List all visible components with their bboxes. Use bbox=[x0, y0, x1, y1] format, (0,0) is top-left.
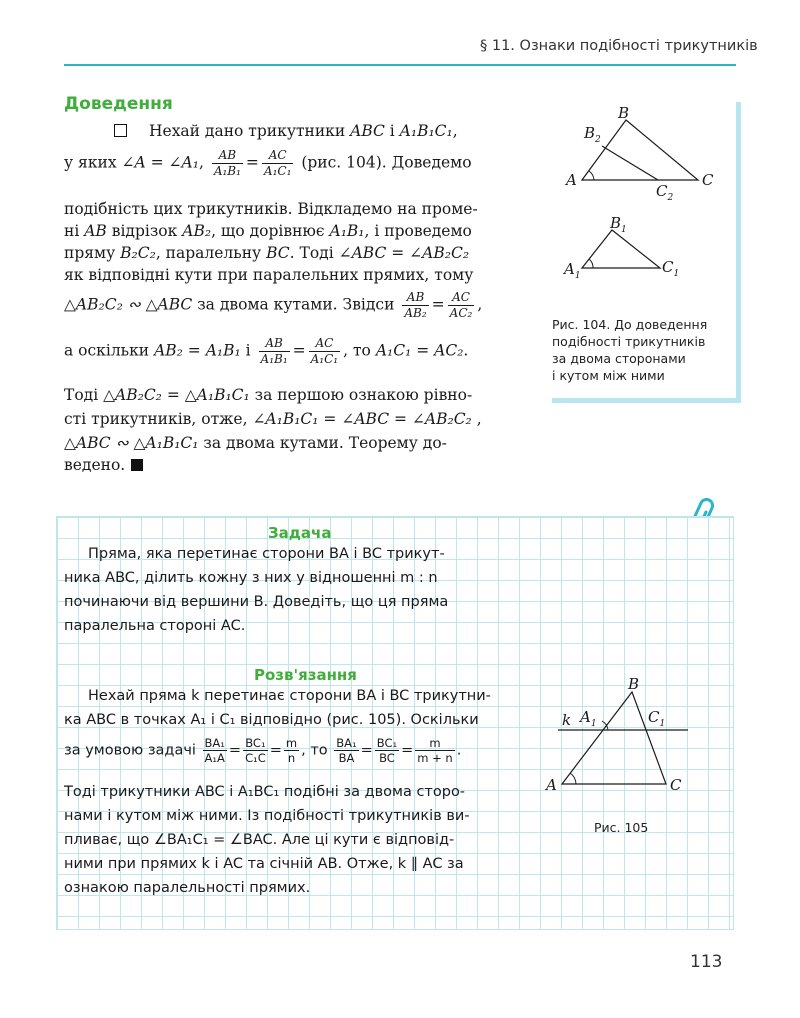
solution-line-7: ними при прямих k і AC та січній AB. Отже, k ∥ AC за bbox=[64, 856, 464, 872]
label-c1-105: $C_1$ bbox=[648, 708, 666, 729]
solution-line-5: нами і кутом між ними. Із подібності трикутників ви- bbox=[64, 808, 470, 824]
proof-line-5: пряму B₂C₂, паралельну BC. Тоді ∠ABC = ∠AB₂C₂ bbox=[64, 244, 470, 262]
task-heading: Задача bbox=[268, 524, 332, 542]
proof-line-1: Нехай дано трикутники ABC і A₁B₁C₁, bbox=[64, 122, 524, 140]
figure-105 bbox=[544, 672, 724, 802]
fraction: $\frac{\text{BA₁}}{\text{A₁A}}$ bbox=[204, 736, 225, 765]
fraction: $\frac{\text{BA₁}}{BA}$ bbox=[336, 736, 357, 765]
label-b-105: B bbox=[628, 675, 640, 693]
label-a1: $A_1$ bbox=[564, 260, 581, 281]
label-a1-105: $A_1$ bbox=[580, 708, 597, 729]
label-a: A bbox=[566, 171, 577, 189]
fraction: $\frac{AB}{\text{A₁B₁}}$ bbox=[213, 148, 241, 178]
fraction: $\frac{m}{n}$ bbox=[285, 736, 298, 765]
proof-heading: Доведення bbox=[64, 94, 173, 114]
page-number: 113 bbox=[690, 952, 723, 972]
label-c1: $C_1$ bbox=[662, 258, 680, 279]
label-b1: $B_1$ bbox=[610, 214, 627, 235]
proof-line-6: як відповідні кути при паралельних прямих, тому bbox=[64, 266, 474, 284]
fraction: $\frac{AB}{\text{AB₂}}$ bbox=[404, 290, 427, 320]
header-rule bbox=[64, 64, 736, 66]
solution-line-4: Тоді трикутники ABC і A₁BC₁ подібні за двома сторо- bbox=[64, 784, 466, 800]
label-a-105: A bbox=[546, 776, 557, 794]
figure-104-caption: Рис. 104. До доведення подібності трикутників за двома сторонами і кутом між ними bbox=[552, 317, 708, 383]
figure-105-caption: Рис. 105 bbox=[594, 820, 649, 835]
solution-line-2: ка ABC в точках A₁ і C₁ відповідно (рис. 105). Оскільки bbox=[64, 712, 479, 728]
solution-line-1: Нехай пряма k перетинає сторони BA і BC трикутни- bbox=[88, 688, 491, 704]
proof-line-3: подібність цих трикутників. Відкладемо на проме- bbox=[64, 200, 478, 218]
label-c-105: C bbox=[670, 776, 682, 794]
segment-b2c2 bbox=[602, 146, 658, 180]
solution-heading: Розв'язання bbox=[254, 666, 357, 684]
solution-line-8: ознакою паралельності прямих. bbox=[64, 880, 311, 896]
proof-line-11: △ABC ∾ △A₁B₁C₁ за двома кутами. Теорему до- bbox=[64, 434, 447, 452]
triangle-abc-105 bbox=[562, 692, 666, 784]
fraction: $\frac{AC}{\text{A₁C₁}}$ bbox=[310, 336, 339, 366]
fraction: $\frac{AC}{\text{AC₂}}$ bbox=[449, 290, 473, 320]
figure-104 bbox=[560, 100, 730, 300]
angle-a-arc-105 bbox=[570, 773, 576, 784]
task-line-4: паралельна стороні AC. bbox=[64, 618, 246, 634]
solution-line-3: за умовою задачі $\frac{\text{BA₁}}{\text{A₁A}}$ = $\frac{\text{BC₁}}{\text{C₁C}}$ = $\frac{m}{n}$ , то $\frac{\text{BA₁}}{BA}$ = $\frac{\text{BC₁}}{BC}$ = $\frac{m}{m + n}$ . bbox=[64, 736, 462, 765]
label-k: k bbox=[562, 711, 572, 729]
angle-a-arc bbox=[589, 171, 594, 180]
proof-end-box-icon bbox=[131, 459, 143, 471]
proof-line-12: ведено. bbox=[64, 456, 524, 474]
angle-a1-arc bbox=[589, 259, 593, 268]
proof-line-4: ні AB відрізок AB₂, що дорівнює A₁B₁, і проведемо bbox=[64, 222, 472, 240]
proof-line-8: а оскільки AB₂ = A₁B₁ і $\frac{AB}{\text{A₁B₁}}$ = $\frac{AC}{\text{A₁C₁}}$ , то A₁C₁ = AC₂. bbox=[64, 336, 469, 366]
proof-line-2: у яких ∠A = ∠A₁, $\frac{AB}{\text{A₁B₁}}$ = $\frac{AC}{\text{A₁C₁}}$ (рис. 104). Доведемо bbox=[64, 148, 472, 178]
proof-line-9: Тоді △AB₂C₂ = △A₁B₁C₁ за першою ознакою рівно- bbox=[64, 386, 473, 404]
fraction: $\frac{m}{m + n}$ bbox=[417, 736, 453, 765]
task-line-2: ника ABC, ділить кожну з них у відношенні m : n bbox=[64, 570, 438, 586]
proof-line-7: △AB₂C₂ ∾ △ABC за двома кутами. Звідси $\frac{AB}{\text{AB₂}}$ = $\frac{AC}{\text{AC₂}}$ , bbox=[64, 290, 483, 320]
fraction: $\frac{AC}{\text{A₁C₁}}$ bbox=[263, 148, 292, 178]
task-line-3: починаючи від вершини B. Доведіть, що ця пряма bbox=[64, 594, 449, 610]
fraction: $\frac{\text{BC₁}}{BC}$ bbox=[376, 736, 398, 765]
label-b2: $B_2$ bbox=[584, 124, 601, 145]
running-header: § 11. Ознаки подібності трикутників bbox=[480, 38, 758, 54]
fraction: $\frac{\text{BC₁}}{\text{C₁C}}$ bbox=[245, 736, 266, 765]
proof-line-10: сті трикутників, отже, ∠A₁B₁C₁ = ∠ABC = ∠AB₂C₂ , bbox=[64, 410, 482, 428]
label-b: B bbox=[618, 104, 630, 122]
fraction: $\frac{AB}{\text{A₁B₁}}$ bbox=[260, 336, 288, 366]
proof-start-box-icon bbox=[114, 124, 127, 137]
triangle-abc bbox=[582, 120, 698, 180]
label-c: C bbox=[702, 171, 714, 189]
triangle-a1b1c1 bbox=[582, 230, 660, 268]
label-c2: $C_2$ bbox=[656, 182, 674, 203]
solution-line-6: пливає, що ∠BA₁C₁ = ∠BAC. Але ці кути є відповід- bbox=[64, 832, 455, 848]
angle-a1-arc-105 bbox=[602, 721, 608, 730]
task-line-1: Прямa, яка перетинає сторони BA і BC трикут- bbox=[88, 546, 445, 562]
